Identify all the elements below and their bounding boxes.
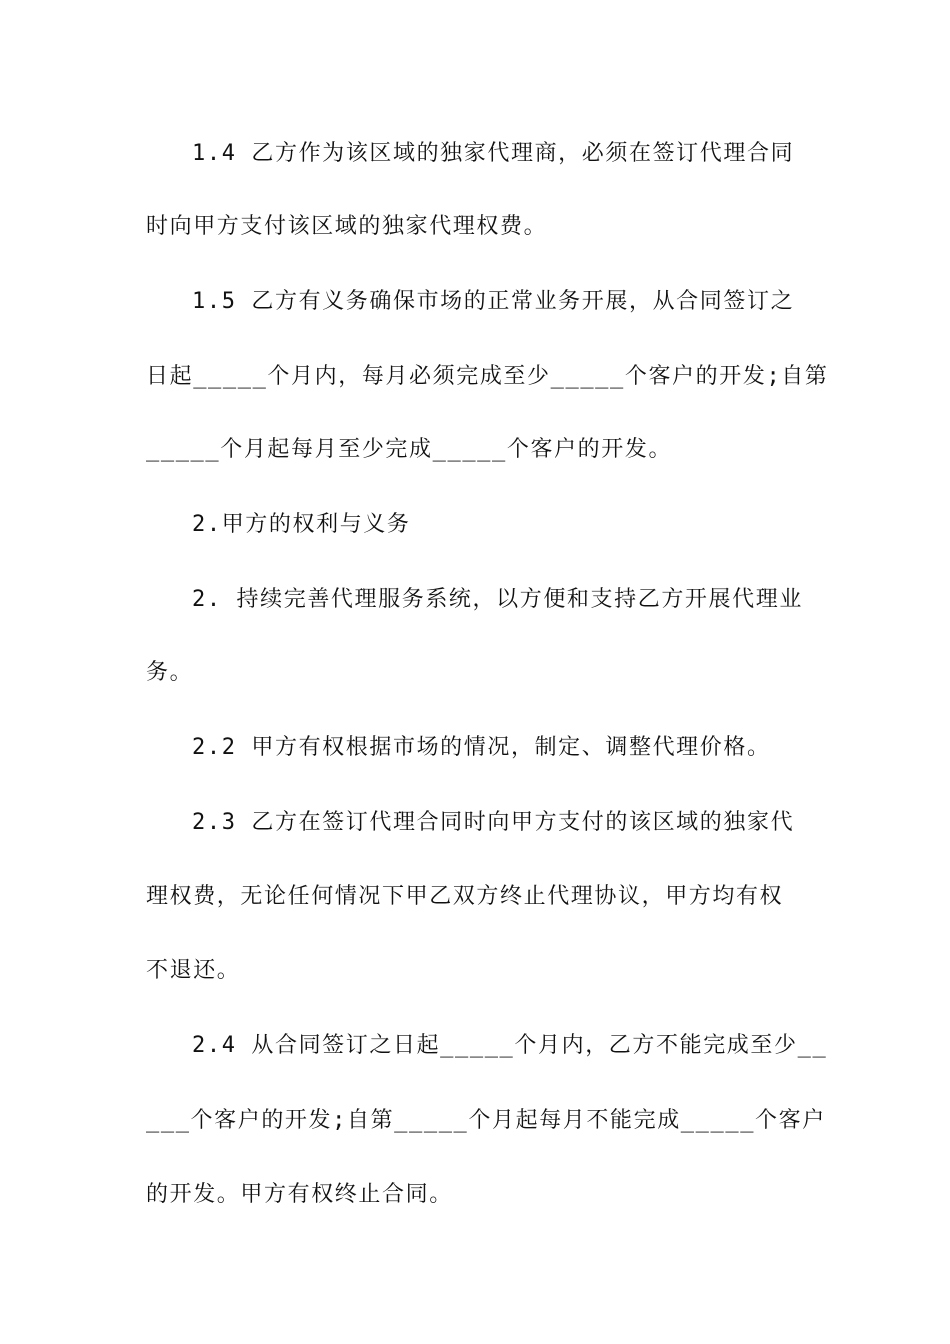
clause-2-1-line-1: 2. 持续完善代理服务系统，以方便和支持乙方开展代理业 (192, 587, 803, 612)
clause-2-4-line-2: ___个客户的开发;自第_____个月起每月不能完成_____个客户 (146, 1108, 826, 1133)
clause-1-5-line-2: 日起_____个月内，每月必须完成至少_____个客户的开发;自第 (146, 364, 829, 389)
section-2-heading: 2.甲方的权利与义务 (192, 512, 411, 537)
clause-2-2-line-1: 2.2 甲方有权根据市场的情况，制定、调整代理价格。 (192, 735, 771, 760)
clause-1-4-line-1: 1.4 乙方作为该区域的独家代理商，必须在签订代理合同 (192, 141, 795, 166)
clause-2-3-line-2: 理权费，无论任何情况下甲乙双方终止代理协议，甲方均有权 (146, 884, 784, 909)
clause-2-3-line-3: 不退还。 (146, 958, 241, 983)
clause-2-4-line-3: 的开发。甲方有权终止合同。 (146, 1182, 453, 1207)
clause-2-4-line-1: 2.4 从合同签订之日起_____个月内，乙方不能完成至少__ (192, 1033, 828, 1058)
clause-2-3-line-1: 2.3 乙方在签订代理合同时向甲方支付的该区域的独家代 (192, 810, 795, 835)
clause-1-4-line-2: 时向甲方支付该区域的独家代理权费。 (146, 214, 548, 239)
clause-1-5-line-1: 1.5 乙方有义务确保市场的正常业务开展，从合同签订之 (192, 289, 795, 314)
clause-2-1-line-2: 务。 (146, 660, 194, 685)
clause-1-5-line-3: _____个月起每月至少完成_____个客户的开发。 (146, 437, 673, 462)
